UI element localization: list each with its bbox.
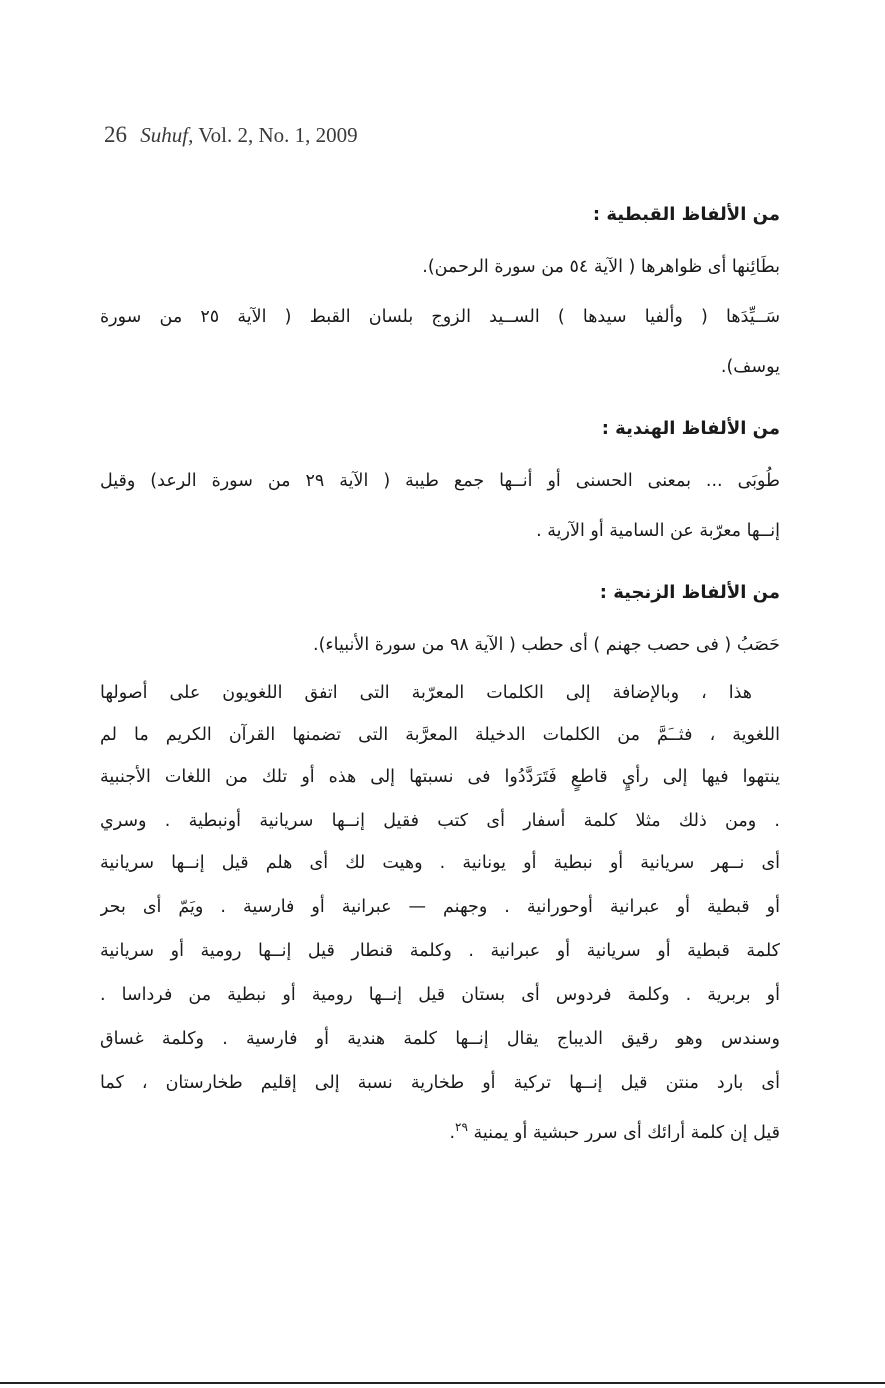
- final-period: .: [449, 1122, 456, 1142]
- indian-heading: من الألفاظ الهندية :: [601, 418, 780, 439]
- coptic-heading: من الألفاظ القبطية :: [592, 204, 780, 225]
- paragraph-line: ينتهوا فيها إلى رأيٍ قاطعٍ فَتَرَدَّدُوا فى نسبتها إلى هذه أو تلك من اللغات الأجنبية: [100, 767, 780, 787]
- paragraph-line: أى نــهر سريانية أو نبطية أو يونانية . وهيت لك أى هلم قيل إنــها سريانية: [100, 853, 780, 873]
- indian-line-2: إنــها معرّبة عن السامية أو الآرية .: [536, 521, 780, 541]
- coptic-line-1: بطَائِنها أى ظواهرها ( الآية ٥٤ من سورة الرحمن).: [422, 257, 780, 277]
- paragraph-last-line: [100, 1112, 780, 1142]
- paragraph-line: كلمة قبطية أو سريانية أو عبرانية . وكلمة قنطار قيل إنــها رومية أو سريانية: [100, 941, 780, 961]
- paragraph-line: . ومن ذلك مثلا كلمة أسفار أى كتب فقيل إنــها سريانية أونبطية . وسري: [100, 811, 780, 831]
- journal-issue: Vol. 2, No. 1, 2009: [198, 123, 358, 147]
- running-head: [104, 122, 358, 148]
- paragraph-line: أو قبطية أو عبرانية أوحورانية . وجهنم — عبرانية أو فارسية . ويَمّ أى بحر: [100, 897, 780, 917]
- scan-edge-line: [0, 1382, 885, 1384]
- zanj-line-1: حَصَبُ ( فى حصب جهنم ) أى حطب ( الآية ٩٨ من سورة الأنبياء).: [313, 635, 780, 655]
- paragraph-line: أى بارد منتن قيل إنــها تركية أو طخارية نسبة إلى إقليم طخارستان ، كما: [100, 1073, 780, 1093]
- indian-line-1: طُوبَى ... بمعنى الحسنى أو أنــها جمع طيبة ( الآية ٢٩ من سورة الرعد) وقيل: [100, 471, 780, 491]
- footnote-marker: ٢٩: [455, 1120, 468, 1134]
- paragraph-line: اللغوية ، فثــَمَّ من الكلمات الدخيلة المعرَّبة التى تضمنها القرآن الكريم ما لم: [100, 725, 780, 745]
- coptic-line-2: سَــيِّدَها ( وألفيا سيدها ) الســيد الزوج بلسان القبط ( الآية ٢٥ من سورة: [100, 307, 780, 327]
- paragraph-line: قيل إن كلمة أرائك أى سرر حبشية أو يمنية: [473, 1122, 780, 1142]
- coptic-line-3: يوسف).: [720, 357, 780, 377]
- paragraph-line: أو بربرية . وكلمة فردوس أى بستان قيل إنــها رومية أو نبطية من فرداسا .: [100, 985, 780, 1005]
- zanj-heading: من الألفاظ الزنجية :: [599, 582, 780, 603]
- paragraph-line: وسندس وهو رقيق الديباج يقال إنــها كلمة هندية أو فارسية . وكلمة غساق: [100, 1029, 780, 1049]
- paragraph-line: هذا ، وبالإضافة إلى الكلمات المعرّبة التى اتفق اللغويون على أصولها: [100, 683, 752, 703]
- journal-title: Suhuf,: [140, 123, 194, 147]
- page-number: 26: [104, 122, 127, 147]
